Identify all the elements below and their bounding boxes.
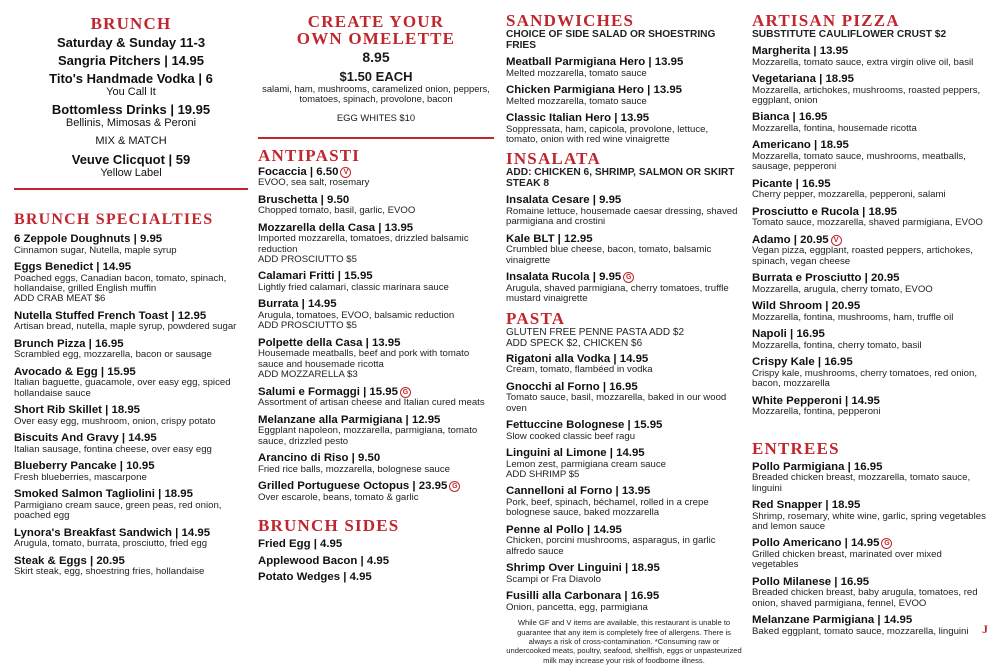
pizza-item-desc: Cherry pepper, mozzarella, pepperoni, salami <box>752 189 946 201</box>
antipasti-item <box>258 414 494 447</box>
brunch-hours: Saturday & Sunday 11-3 <box>56 35 206 50</box>
insalata-item-name <box>506 271 742 284</box>
gluten-free-badge-icon: G <box>881 538 892 549</box>
insalata-item <box>506 271 742 304</box>
pizza-item-name <box>752 300 990 313</box>
pizza-item-desc: Mozzarella, artichokes, mushrooms, roasted peppers, eggplant, onion <box>752 84 981 106</box>
item-name-text: Grilled Portuguese Octopus | 23.95 <box>258 480 448 493</box>
item-name-text: Margherita | 13.95 <box>752 45 849 57</box>
antipasti-item-desc: Arugula, tomatoes, EVOO, balsamic reduction <box>258 310 455 322</box>
pasta-item <box>506 447 742 480</box>
omelette-info <box>258 49 494 124</box>
specialty-item <box>14 261 248 305</box>
item-name-text: Adamo | 20.95 <box>752 233 829 246</box>
specialty-item-desc: Skirt steak, egg, shoestring fries, hollandaise <box>14 566 205 578</box>
entrees-list <box>752 461 990 638</box>
item-name-text: Mozzarella della Casa | 13.95 <box>258 221 414 234</box>
insalata-heading: INSALATA <box>506 149 601 169</box>
allergen-disclaimer: While GF and V items are available, this restaurant is unable to guarantee that any item is completely free of allergens. There is always a risk of cross-contamination. *Consuming raw or undercooked meats, poultry, seafood, shellfish, eggs or unpasteurized milk may increase your risk of foodborne illness. <box>506 618 742 665</box>
antipasti-item <box>258 386 494 409</box>
pizza-item <box>752 234 990 267</box>
omelette-heading-2: OWN OMELETTE <box>296 29 456 48</box>
item-name-text: Avocado & Egg | 15.95 <box>14 365 136 378</box>
item-name-text: Blueberry Pancake | 10.95 <box>14 460 155 473</box>
pasta-item <box>506 419 742 442</box>
item-name-text: Cannelloni al Forno | 13.95 <box>506 485 651 498</box>
insalata-item-desc: Romaine lettuce, housemade caesar dressing, shaved parmigiana and crostini <box>506 206 738 228</box>
vegan-badge-icon: V <box>340 167 351 178</box>
entree-item-desc: Baked eggplant, tomato sauce, mozzarella, linguini <box>752 625 969 637</box>
pizza-item <box>752 272 990 295</box>
omelette-price: 8.95 <box>362 49 390 65</box>
pizza-item <box>752 328 990 351</box>
specialty-item-desc: Artisan bread, nutella, maple syrup, powdered sugar <box>14 321 237 333</box>
specialty-item <box>14 460 248 483</box>
pizza-item-desc: Crispy kale, mushrooms, cherry tomatoes, red onion, bacon, mozzarella <box>752 367 978 390</box>
item-name-text: Insalata Cesare | 9.95 <box>506 194 622 207</box>
item-name-text: Red Snapper | 18.95 <box>752 499 861 512</box>
pasta-item-name <box>506 419 742 432</box>
specialty-item <box>14 527 248 550</box>
antipasti-item-desc: EVOO, sea salt, rosemary <box>258 177 370 189</box>
antipasti-item-desc: Fried rice balls, mozzarella, bolognese sauce <box>258 463 450 475</box>
specialty-item-addon: ADD CRAB MEAT $6 <box>14 293 106 305</box>
antipasti-item-desc: Chopped tomato, basil, garlic, EVOO <box>258 205 416 217</box>
item-name-text: Melanzane alla Parmigiana | 12.95 <box>258 413 441 426</box>
pasta-list <box>506 353 742 614</box>
pizza-item <box>752 45 990 68</box>
item-name-text: Nutella Stuffed French Toast | 12.95 <box>14 309 207 322</box>
pasta-item-name <box>506 590 742 603</box>
specialty-item <box>14 404 248 427</box>
entree-item <box>752 537 990 570</box>
specialty-item-desc: Scrambled egg, mozzarella, bacon or sausage <box>14 349 212 361</box>
specialty-item-desc: Italian baguette, guacamole, over easy egg, spiced hollandaise sauce <box>14 377 231 399</box>
pasta-item <box>506 381 742 414</box>
egg-whites: EGG WHITES $10 <box>336 112 416 124</box>
pizza-heading: ARTISAN PIZZA <box>752 11 900 30</box>
side-item: Fried Egg | 4.95 <box>258 538 343 551</box>
sandwiches-sub: CHOICE OF SIDE SALAD OR SHOESTRING FRIES <box>506 29 716 51</box>
pizza-item <box>752 356 990 389</box>
sandwich-item-desc: Melted mozzarella, tomato sauce <box>506 95 647 107</box>
pasta-item <box>506 524 742 557</box>
pasta-item-desc: Slow cooked classic beef ragu <box>506 430 636 442</box>
pasta-sub-2: ADD SPECK $2, CHICKEN $6 <box>506 338 643 350</box>
pasta-item-addon: ADD SHRIMP $5 <box>506 469 580 481</box>
pasta-item <box>506 590 742 613</box>
pizza-item-desc: Mozzarella, fontina, pepperoni <box>752 406 881 418</box>
specialty-item-name <box>14 261 248 274</box>
antipasti-item-desc: Lightly fried calamari, classic marinara sauce <box>258 282 449 294</box>
bottomless-sub: Bellinis, Mimosas & Peroni <box>65 117 197 129</box>
specialty-item <box>14 310 248 333</box>
sandwich-item-name <box>506 112 742 125</box>
brunch-info <box>14 35 248 179</box>
pasta-item <box>506 353 742 376</box>
sandwich-item <box>506 84 742 107</box>
omelette-heading-1: CREATE YOUR <box>307 12 445 31</box>
column-sandwiches-pasta <box>506 0 742 665</box>
antipasti-item <box>258 222 494 266</box>
pizza-item-name <box>752 73 990 86</box>
sides-heading: BRUNCH SIDES <box>258 516 400 536</box>
divider <box>14 188 248 190</box>
side-item: Potato Wedges | 4.95 <box>258 571 372 584</box>
item-name-text: 6 Zeppole Doughnuts | 9.95 <box>14 233 163 245</box>
item-name-text: Bianca | 16.95 <box>752 111 828 124</box>
sandwich-item <box>506 56 742 79</box>
omelette-each: $1.50 EACH <box>339 69 413 84</box>
item-name-text: White Pepperoni | 14.95 <box>752 394 880 407</box>
item-name-text: Arancino di Riso | 9.50 <box>258 452 381 465</box>
entree-item-desc: Breaded chicken breast, mozzarella, tomato sauce, linguini <box>752 472 971 494</box>
pizza-item-desc: Mozzarella, fontina, housemade ricotta <box>752 123 917 134</box>
specialty-item-name <box>14 460 248 473</box>
item-name-text: Wild Shroom | 20.95 <box>752 300 861 313</box>
antipasti-item-name <box>258 452 494 465</box>
antipasti-item-addon: ADD MOZZARELLA $3 <box>258 369 358 381</box>
side-item: Applewood Bacon | 4.95 <box>258 554 390 567</box>
pizza-item-desc: Vegan pizza, eggplant, roasted peppers, artichokes, spinach, vegan cheese <box>752 245 973 267</box>
sides-list <box>258 538 494 584</box>
entree-item-desc: Grilled chicken breast, marinated over mixed vegetables <box>752 549 942 571</box>
item-name-text: Vegetariana | 18.95 <box>752 73 854 85</box>
sandwich-item-name <box>506 84 742 97</box>
specialty-item <box>14 233 248 256</box>
insalata-list <box>506 194 742 304</box>
item-name-text: Kale BLT | 12.95 <box>506 232 593 245</box>
antipasti-item <box>258 452 494 475</box>
specialty-item <box>14 432 248 455</box>
sangria-pitchers: Sangria Pitchers | 14.95 <box>58 53 204 68</box>
sandwich-item-name <box>506 56 742 69</box>
item-name-text: Steak & Eggs | 20.95 <box>14 554 125 567</box>
insalata-item-desc: Arugula, shaved parmigiana, cherry tomatoes, truffle mustard vinaigrette <box>506 282 729 305</box>
sandwich-item <box>506 112 742 145</box>
specialty-item <box>14 338 248 361</box>
pasta-item <box>506 485 742 518</box>
mix-and-match: MIX & MATCH <box>95 135 167 147</box>
insalata-sub: ADD: CHICKEN 6, SHRIMP, SALMON OR SKIRT STEAK 8 <box>506 167 735 190</box>
column-omelette-antipasti <box>258 0 494 588</box>
entree-item-name <box>752 614 990 627</box>
column-pizza-entrees <box>752 0 990 642</box>
item-name-text: Focaccia | 6.50 <box>258 165 339 178</box>
insalata-item <box>506 233 742 266</box>
specialty-item-desc: Italian sausage, fontina cheese, over easy egg <box>14 443 212 455</box>
antipasti-heading: ANTIPASTI <box>258 145 361 165</box>
entree-item <box>752 499 990 532</box>
veuve-clicquot: Veuve Clicquot | 59 <box>71 152 191 167</box>
titos-sub: You Call It <box>106 86 156 98</box>
corner-logo-mark: J <box>982 622 988 636</box>
specialty-item-desc: Cinnamon sugar, Nutella, maple syrup <box>14 244 177 256</box>
insalata-item-desc: Crumbled blue cheese, bacon, tomato, balsamic vinaigrette <box>506 244 712 266</box>
antipasti-item <box>258 270 494 293</box>
pasta-item-desc: Onion, pancetta, egg, parmigiana <box>506 601 648 613</box>
antipasti-item-addon: ADD PROSCIUTTO $5 <box>258 254 357 266</box>
pizza-item-desc: Mozzarella, arugula, cherry tomato, EVOO <box>752 283 933 295</box>
pasta-heading: PASTA <box>506 308 566 328</box>
item-name-text: Melanzane Parmigiana | 14.95 <box>752 614 913 627</box>
pizza-item-name <box>752 272 990 285</box>
item-name-text: Smoked Salmon Tagliolini | 18.95 <box>14 488 193 501</box>
specialty-item <box>14 366 248 399</box>
antipasti-item <box>258 298 494 331</box>
pizza-list <box>752 45 990 418</box>
pizza-item-name <box>752 45 990 58</box>
bottomless-drinks: Bottomless Drinks | 19.95 <box>51 102 211 117</box>
omelette-toppings: salami, ham, mushrooms, caramelized onion, peppers, tomatoes, spinach, provolone, bacon <box>262 83 490 105</box>
brunch-heading: BRUNCH <box>90 14 172 33</box>
pasta-sub-1: GLUTEN FREE PENNE PASTA ADD $2 <box>506 326 685 338</box>
item-name-text: Eggs Benedict | 14.95 <box>14 261 132 273</box>
antipasti-item-addon: ADD PROSCIUTTO $5 <box>258 320 357 332</box>
antipasti-item <box>258 480 494 503</box>
pasta-item-desc: Lemon zest, parmigiana cream sauce <box>506 458 666 470</box>
entree-item-name <box>752 499 990 512</box>
antipasti-list <box>258 166 494 503</box>
pizza-item <box>752 139 990 172</box>
pasta-item-desc: Tomato sauce, basil, mozzarella, baked in our wood oven <box>506 392 727 414</box>
item-name-text: Rigatoni alla Vodka | 14.95 <box>506 352 649 365</box>
item-name-text: Fettuccine Bolognese | 15.95 <box>506 419 663 432</box>
pasta-item-desc: Scampi or Fra Diavolo <box>506 573 601 585</box>
column-brunch <box>14 0 248 583</box>
item-name-text: Burrata e Prosciutto | 20.95 <box>752 272 900 285</box>
pizza-item-desc: Mozzarella, fontina, cherry tomato, basil <box>752 339 922 351</box>
divider <box>258 137 494 139</box>
entree-item <box>752 614 990 637</box>
titos-vodka: Tito's Handmade Vodka | 6 <box>49 71 213 86</box>
specialty-item-desc: Over easy egg, mushroom, onion, crispy potato <box>14 415 216 427</box>
pizza-item-desc: Mozzarella, tomato sauce, extra virgin olive oil, basil <box>752 56 974 68</box>
specialty-item-desc: Arugula, tomato, burrata, prosciutto, fried egg <box>14 538 208 550</box>
vegan-badge-icon: V <box>831 235 842 246</box>
item-name-text: Pollo Americano | 14.95 <box>752 537 880 550</box>
gluten-free-badge-icon: G <box>400 387 411 398</box>
antipasti-item-desc: Eggplant napoleon, mozzarella, parmigiana, tomato sauce, drizzled pesto <box>258 425 478 447</box>
antipasti-item-desc: Imported mozzarella, tomatoes, drizzled balsamic reduction <box>258 233 469 255</box>
pizza-item-name <box>752 356 990 369</box>
item-name-text: Biscuits And Gravy | 14.95 <box>14 432 157 445</box>
sandwiches-heading: SANDWICHES <box>506 11 635 30</box>
antipasti-item-desc: Over escarole, beans, tomato & garlic <box>258 491 419 503</box>
sandwich-item-desc: Melted mozzarella, tomato sauce <box>506 67 647 79</box>
item-name-text: Chicken Parmigiana Hero | 13.95 <box>506 84 683 96</box>
specialty-item-name <box>14 404 248 417</box>
pizza-item-name <box>752 328 990 341</box>
item-name-text: Pollo Parmigiana | 16.95 <box>752 460 883 473</box>
entrees-heading: ENTREES <box>752 438 840 458</box>
specialty-item <box>14 488 248 521</box>
item-name-text: Crispy Kale | 16.95 <box>752 356 853 369</box>
item-name-text: Burrata | 14.95 <box>258 298 337 311</box>
entree-item-desc: Breaded chicken breast, baby arugula, tomatoes, red onion, shaved parmigiana, fennel, EVOO <box>752 587 978 609</box>
specialty-item-name <box>14 488 248 501</box>
specialty-item-desc: Poached eggs, Canadian bacon, tomato, spinach, hollandaise, grilled English muffin <box>14 272 227 294</box>
item-name-text: Pollo Milanese | 16.95 <box>752 575 870 588</box>
pizza-sub: SUBSTITUTE CAULIFLOWER CRUST $2 <box>752 29 947 40</box>
sandwiches-list <box>506 56 742 145</box>
entree-item <box>752 461 990 494</box>
specialty-item-desc: Fresh blueberries, mascarpone <box>14 471 147 483</box>
pizza-item-desc: Mozzarella, fontina, mushrooms, ham, truffle oil <box>752 311 954 323</box>
sandwich-item-desc: Soppressata, ham, capicola, provolone, lettuce, tomato, onion with red wine vinaigrette <box>506 123 709 145</box>
specialty-item <box>14 555 248 578</box>
item-name-text: Lynora's Breakfast Sandwich | 14.95 <box>14 526 211 539</box>
specialties-heading: BRUNCH SPECIALTIES <box>14 211 214 228</box>
pizza-item <box>752 395 990 418</box>
item-name-text: Polpette della Casa | 13.95 <box>258 336 401 349</box>
pizza-item <box>752 300 990 323</box>
pasta-item-desc: Pork, beef, spinach, béchamel, rolled in a crepe bolognese sauce, baked mozzarella <box>506 497 709 519</box>
specialty-item-name <box>14 432 248 445</box>
pizza-item <box>752 111 990 134</box>
pasta-item-name <box>506 562 742 575</box>
item-name-text: Short Rib Skillet | 18.95 <box>14 404 140 417</box>
specialty-item-name <box>14 233 248 246</box>
specialty-item-desc: Parmigiano cream sauce, green peas, red onion, poached egg <box>14 499 222 522</box>
entree-item <box>752 576 990 609</box>
antipasti-item <box>258 166 494 189</box>
item-name-text: Gnocchi al Forno | 16.95 <box>506 380 638 393</box>
gluten-free-badge-icon: G <box>623 272 634 283</box>
antipasti-item <box>258 337 494 381</box>
entree-item-desc: Shrimp, rosemary, white wine, garlic, spring vegetables and lemon sauce <box>752 510 986 533</box>
item-name-text: Americano | 18.95 <box>752 139 849 152</box>
item-name-text: Salumi e Formaggi | 15.95 <box>258 385 398 398</box>
item-name-text: Insalata Rucola | 9.95 <box>506 271 622 284</box>
insalata-item <box>506 194 742 227</box>
item-name-text: Prosciutto e Rucola | 18.95 <box>752 205 897 218</box>
antipasti-item-name <box>258 480 494 493</box>
item-name-text: Fusilli alla Carbonara | 16.95 <box>506 590 660 603</box>
pizza-item <box>752 178 990 201</box>
pasta-item-name <box>506 447 742 460</box>
item-name-text: Bruschetta | 9.50 <box>258 193 350 206</box>
item-name-text: Napoli | 16.95 <box>752 328 825 341</box>
antipasti-item <box>258 194 494 217</box>
antipasti-item-desc: Assortment of artisan cheese and Italian cured meats <box>258 397 485 409</box>
pizza-item <box>752 206 990 229</box>
gluten-free-badge-icon: G <box>449 481 460 492</box>
specialties-list <box>14 233 248 578</box>
pasta-item <box>506 562 742 585</box>
pasta-item-desc: Cream, tomato, flambéed in vodka <box>506 364 653 376</box>
item-name-text: Classic Italian Hero | 13.95 <box>506 112 650 124</box>
veuve-sub: Yellow Label <box>100 167 162 179</box>
pizza-item <box>752 73 990 106</box>
item-name-text: Linguini al Limone | 14.95 <box>506 447 645 460</box>
item-name-text: Shrimp Over Linguini | 18.95 <box>506 562 660 575</box>
item-name-text: Penne al Pollo | 14.95 <box>506 523 622 536</box>
item-name-text: Calamari Fritti | 15.95 <box>258 270 373 283</box>
item-name-text: Meatball Parmigiana Hero | 13.95 <box>506 56 684 68</box>
item-name-text: Brunch Pizza | 16.95 <box>14 337 124 350</box>
pasta-item-desc: Chicken, porcini mushrooms, asparagus, in garlic alfredo sauce <box>506 535 716 557</box>
pizza-item-desc: Tomato sauce, mozzarella, shaved parmigiana, EVOO <box>752 217 983 229</box>
antipasti-item-desc: Housemade meatballs, beef and pork with tomato sauce and housemade ricotta <box>258 348 470 370</box>
item-name-text: Picante | 16.95 <box>752 177 831 190</box>
pizza-item-desc: Mozzarella, tomato sauce, mushrooms, meatballs, sausage, pepperoni <box>752 151 966 173</box>
